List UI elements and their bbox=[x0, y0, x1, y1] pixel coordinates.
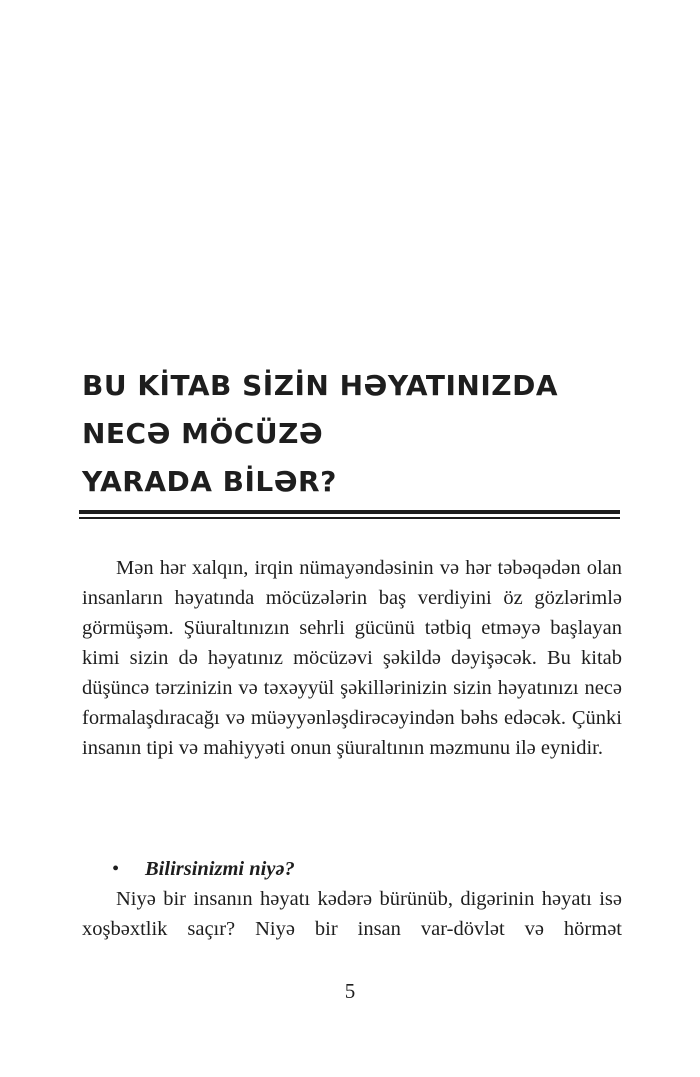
title-divider-thin bbox=[79, 517, 620, 519]
bullet-icon: • bbox=[112, 858, 120, 880]
chapter-title bbox=[82, 362, 622, 506]
chapter-title-line: NECƏ MÖCÜZƏ bbox=[82, 417, 324, 450]
chapter-title-line: YARADA BİLƏR? bbox=[82, 465, 337, 498]
bullet-heading-text: Bilirsinizmi niyə? bbox=[145, 858, 295, 880]
intro-paragraph: Mən hər xalqın, irqin nümayəndəsinin və hər təbəqədən olan insanların həyatında möcüzələrin baş verdiyini öz gözlərimlə görmüşəm. Şüuraltınızın sehrli gücünü tətbiq etməyə başlayan kimi sizin də həyatınız möcüzəvi şəkildə dəyişəcək. Bu kitab düşüncə tərzinizin və təxəyyül şəkillərinizin sizin həyatınızı necə formalaşdıracağı və müəyyənləşdirəcəyindən bəhs edəcək. Çünki insanın tipi və mahiyyəti onun şüuraltının məzmunu ilə eynidir. bbox=[82, 557, 622, 759]
bullet-heading bbox=[112, 854, 295, 884]
title-divider-thick bbox=[79, 510, 620, 514]
page-number: 5 bbox=[344, 979, 356, 1003]
question-paragraph: Niyə bir insanın həyatı kədərə bürünüb, digərinin həyatı isə xoşbəxtlik saçır? Niyə bir insan var-dövlət və hörmət bbox=[82, 888, 622, 940]
chapter-title-line: BU KİTAB SİZİN HƏYATINIZDA bbox=[82, 369, 558, 402]
